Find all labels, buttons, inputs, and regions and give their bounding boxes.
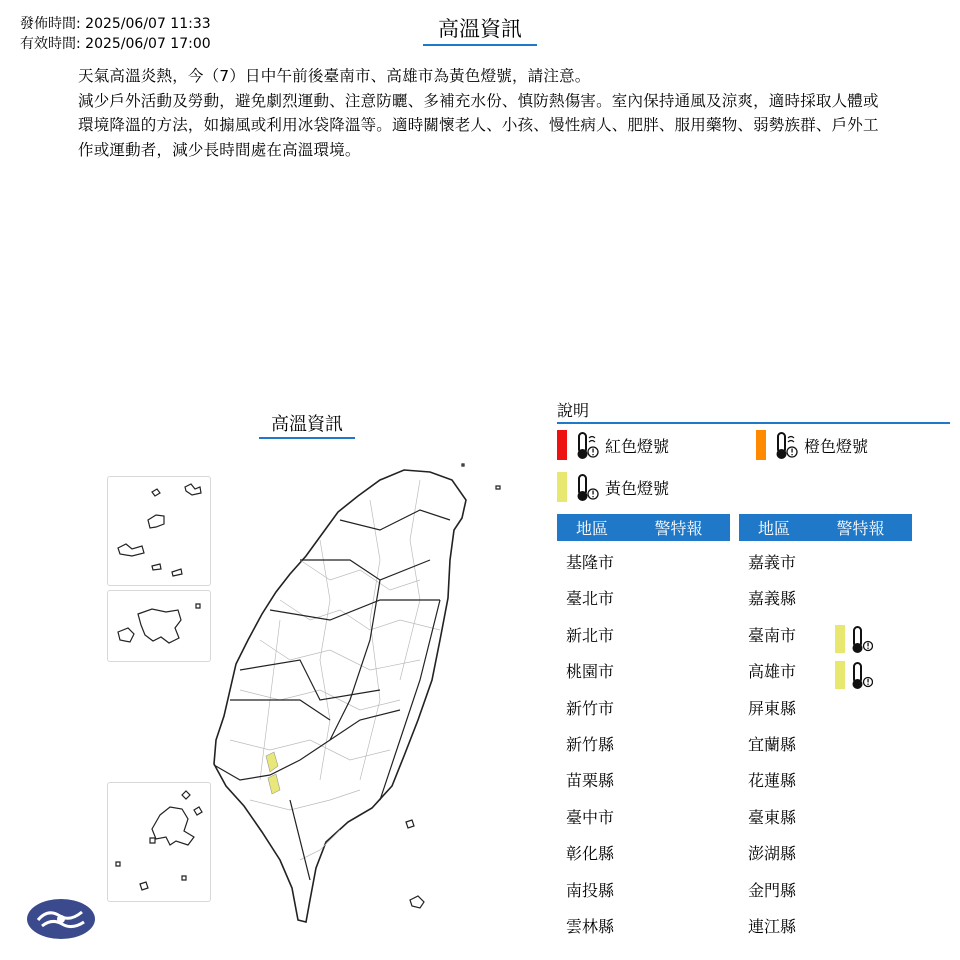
- table-row: [739, 723, 912, 759]
- header-warning: 警特報: [654, 519, 703, 538]
- table-row: [557, 869, 730, 905]
- legend-orange-label: 橙色燈號: [804, 436, 869, 456]
- table-row: [557, 796, 730, 832]
- region-name: 臺南市: [748, 625, 797, 645]
- region-name: 南投縣: [566, 880, 615, 900]
- swatch-orange: [756, 430, 766, 460]
- swatch-red: [557, 430, 567, 460]
- region-name: 嘉義市: [748, 553, 797, 572]
- swatch-yellow: [835, 661, 845, 689]
- bulletin-advice: 減少戶外活動及勞動，避免劇烈運動、注意防曬、多補充水份、慎防熱傷害。室內保持通風及涼爽，適時採取人體或環境降溫的方法，如搧風或利用冰袋降溫等。適時關懷老人、小孩、慢性病人、肥胖、服用藥物、弱勢族群、戶外工作或運動者，減少長時間處在高溫環境。: [78, 91, 879, 159]
- header-region: 地區: [575, 519, 608, 538]
- taiwan-main-island: [214, 470, 466, 922]
- region-name: 連江縣: [748, 916, 797, 936]
- region-name: 花蓮縣: [748, 771, 797, 791]
- region-name: 金門縣: [748, 880, 797, 900]
- map-title: 高溫資訊: [259, 413, 355, 439]
- kinmen-islands: [118, 604, 200, 643]
- swatch-yellow: [835, 625, 845, 653]
- table-header: [739, 514, 912, 541]
- table-row: [557, 905, 730, 941]
- table-row: [557, 650, 730, 686]
- region-name: 苗栗縣: [566, 771, 615, 791]
- thermometer-red-icon: [573, 430, 599, 460]
- table-row: [557, 614, 730, 650]
- issue-time: 發佈時間: 2025/06/07 11:33: [20, 16, 211, 32]
- region-name: 新竹市: [566, 698, 615, 718]
- table-row: [557, 723, 730, 759]
- matsu-islands: [118, 484, 201, 576]
- thermometer-orange-icon: [772, 430, 798, 460]
- valid-time: 有效時間: 2025/06/07 17:00: [20, 36, 211, 52]
- legend-red-label: 紅色燈號: [605, 436, 670, 456]
- cwa-logo-icon: [26, 898, 96, 940]
- table-row: [557, 541, 730, 577]
- table-row: [739, 905, 912, 941]
- region-name: 臺北市: [566, 589, 615, 609]
- table-row: [739, 832, 912, 868]
- table-row: [739, 796, 912, 832]
- region-name: 雲林縣: [566, 916, 615, 936]
- table-row: [557, 687, 730, 723]
- region-name: 屏東縣: [748, 698, 797, 718]
- table-row: [557, 832, 730, 868]
- region-name: 臺東縣: [748, 807, 797, 827]
- table-row: [739, 650, 912, 686]
- table-row: [739, 614, 912, 650]
- page-title: 高溫資訊: [423, 14, 537, 46]
- region-name: 桃園市: [566, 662, 615, 682]
- region-name: 新北市: [566, 625, 615, 645]
- table-row: [739, 759, 912, 795]
- legend-red: [557, 430, 669, 460]
- legend-title: 說明: [557, 400, 950, 424]
- region-name: 澎湖縣: [748, 844, 797, 864]
- region-name: 基隆市: [566, 553, 615, 572]
- table-header: [557, 514, 730, 541]
- legend-orange: [756, 430, 868, 460]
- legend-yellow-label: 黃色燈號: [605, 478, 670, 498]
- region-name: 宜蘭縣: [748, 734, 797, 754]
- region-name: 臺中市: [566, 807, 615, 827]
- region-table-left: [557, 514, 730, 941]
- table-row: [739, 869, 912, 905]
- swatch-yellow: [557, 472, 567, 502]
- region-table-right: [739, 514, 912, 941]
- table-row: [739, 541, 912, 577]
- table-row: [557, 759, 730, 795]
- table-row: [557, 577, 730, 613]
- header-warning: 警特報: [836, 519, 885, 538]
- table-row: [739, 687, 912, 723]
- thermometer-yellow-icon: [573, 472, 599, 502]
- region-name: 新竹縣: [566, 734, 615, 754]
- region-name: 彰化縣: [566, 844, 615, 864]
- legend-yellow: [557, 472, 669, 502]
- header-region: 地區: [757, 519, 790, 538]
- region-name: 高雄市: [748, 662, 797, 682]
- bulletin-summary: 天氣高溫炎熱，今（7）日中午前後臺南市、高雄市為黃色燈號，請注意。: [78, 67, 591, 85]
- region-name: 嘉義縣: [748, 589, 797, 609]
- penghu-islands: [116, 791, 202, 890]
- table-row: [739, 577, 912, 613]
